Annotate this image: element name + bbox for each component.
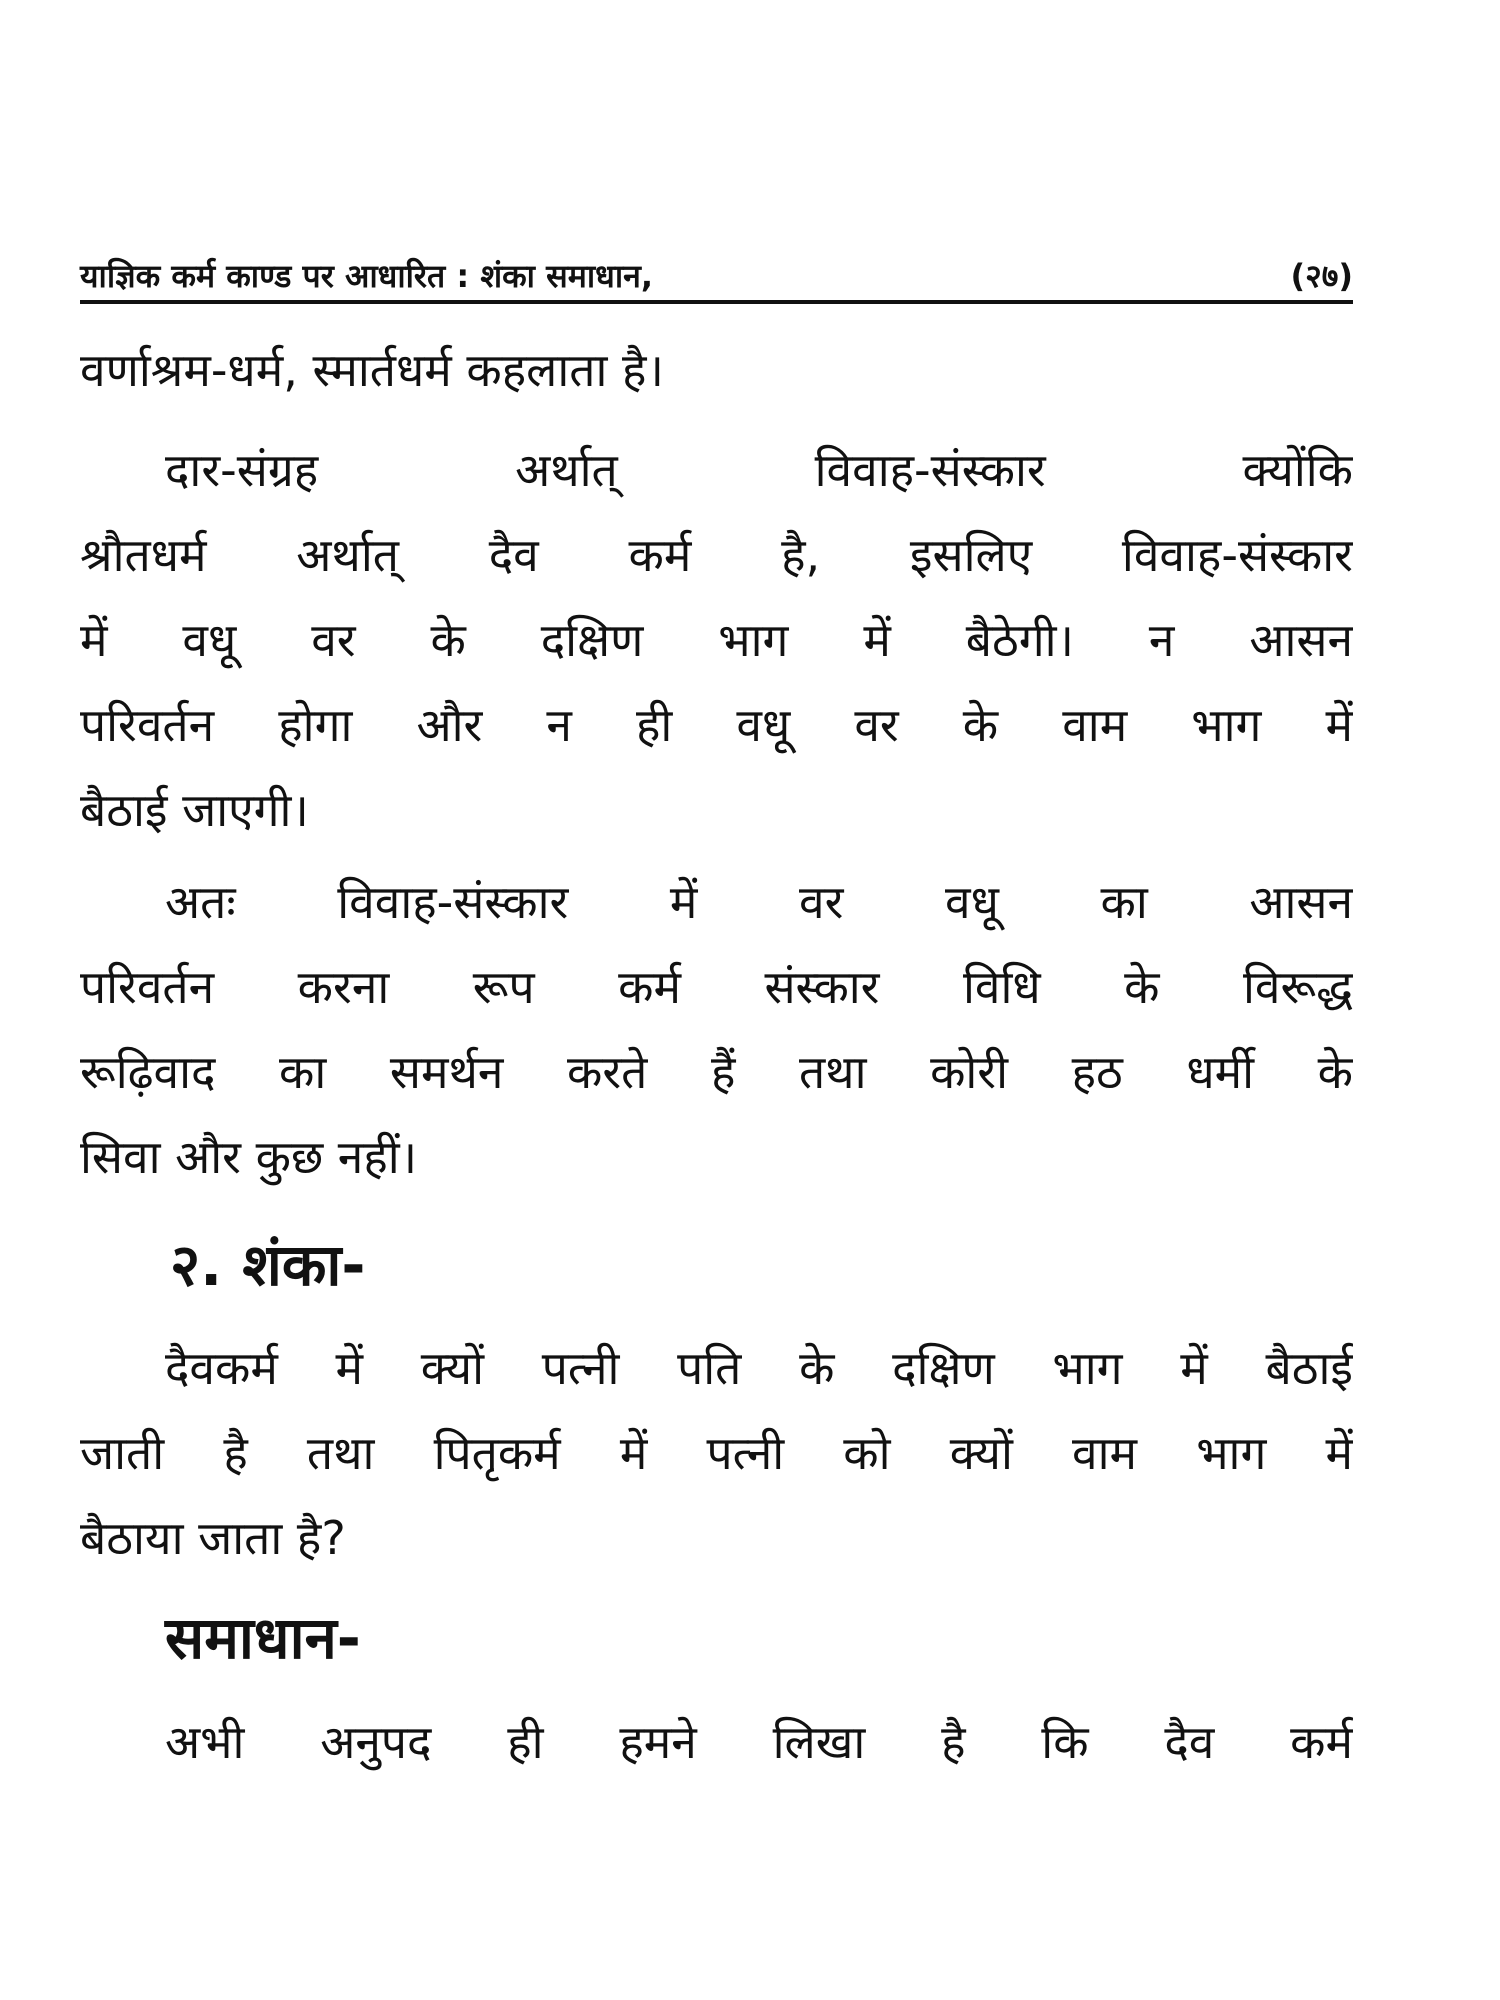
paragraph-line: दैवकर्म में क्यों पत्नी पति के दक्षिण भाग में बैठाई [165,1341,1353,1395]
paragraph-line: सिवा और कुछ नहीं। [80,1130,418,1184]
running-head-title: याज्ञिक कर्म काण्ड पर आधारित : शंका समाधान, [80,257,654,295]
paragraph-line: जाती है तथा पितृकर्म में पत्नी को क्यों वाम भाग में [80,1426,1353,1480]
paragraph-line: अभी अनुपद ही हमने लिखा है कि दैव कर्म [165,1715,1353,1769]
paragraph-line: में वधू वर के दक्षिण भाग में बैठेगी। न आसन [80,613,1353,667]
paragraph-line: अतः विवाह-संस्कार में वर वधू का आसन [165,875,1353,929]
paragraph-line: दार-संग्रह अर्थात् विवाह-संस्कार क्योंकि [165,443,1353,497]
answer-heading: समाधान- [165,1604,361,1672]
page-number: (२७) [1290,257,1353,295]
paragraph-line: परिवर्तन होगा और न ही वधू वर के वाम भाग में [80,698,1353,752]
paragraph-line: रूढ़िवाद का समर्थन करते हैं तथा कोरी हठ धर्मी के [80,1045,1353,1099]
paragraph-line: बैठाया जाता है? [80,1511,346,1565]
paragraph-line: श्रौतधर्म अर्थात् दैव कर्म है, इसलिए विवाह-संस्कार [80,528,1353,582]
paragraph-line: परिवर्तन करना रूप कर्म संस्कार विधि के विरूद्ध [80,960,1353,1014]
paragraph-line: वर्णाश्रम-धर्म, स्मार्तधर्म कहलाता है। [80,343,664,397]
running-head [80,248,1353,304]
paragraph-line: बैठाई जाएगी। [80,783,309,837]
question-heading: २. शंका- [170,1231,366,1299]
